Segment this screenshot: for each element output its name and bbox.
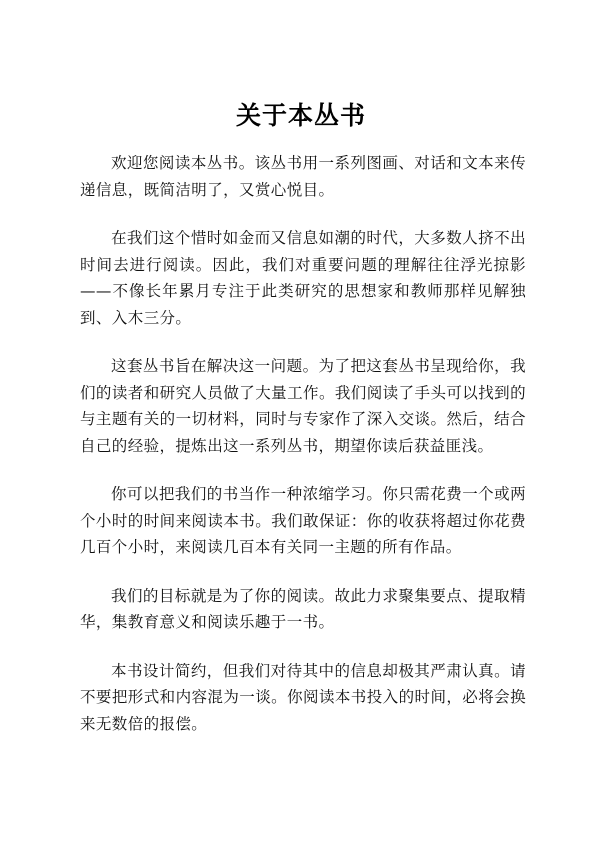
- paragraph-5: 我们的目标就是为了你的阅读。故此力求聚集要点、提取精华，集教育意义和阅读乐趣于一书。: [80, 586, 526, 631]
- paragraph-2: 在我们这个惜时如金而又信息如潮的时代，大多数人挤不出时间去进行阅读。因此，我们对重要问题的理解往往浮光掠影——不像长年累月专注于此类研究的思想家和教师那样见解独到、入木三分。: [80, 229, 526, 327]
- paragraph-1: 欢迎您阅读本丛书。该丛书用一系列图画、对话和文本来传递信息，既简洁明了，又赏心悦目。: [80, 154, 526, 199]
- body-text: [80, 150, 526, 759]
- paragraph-6: 本书设计简约，但我们对待其中的信息却极其严肃认真。请不要把形式和内容混为一谈。你阅读本书投入的时间，必将会换来无数倍的报偿。: [80, 661, 526, 733]
- paragraph-3: 这套丛书旨在解决这一问题。为了把这套丛书呈现给你，我们的读者和研究人员做了大量工作。我们阅读了手头可以找到的与主题有关的一切材料，同时与专家作了深入交谈。然后，结合自己的经验，提炼出这一系列丛书，期望你读后获益匪浅。: [80, 357, 526, 455]
- paragraph-4: 你可以把我们的书当作一种浓缩学习。你只需花费一个或两个小时的时间来阅读本书。我们敢保证：你的收获将超过你花费几百个小时，来阅读几百本有关同一主题的所有作品。: [80, 485, 526, 556]
- page-title: 关于本丛书: [235, 101, 366, 130]
